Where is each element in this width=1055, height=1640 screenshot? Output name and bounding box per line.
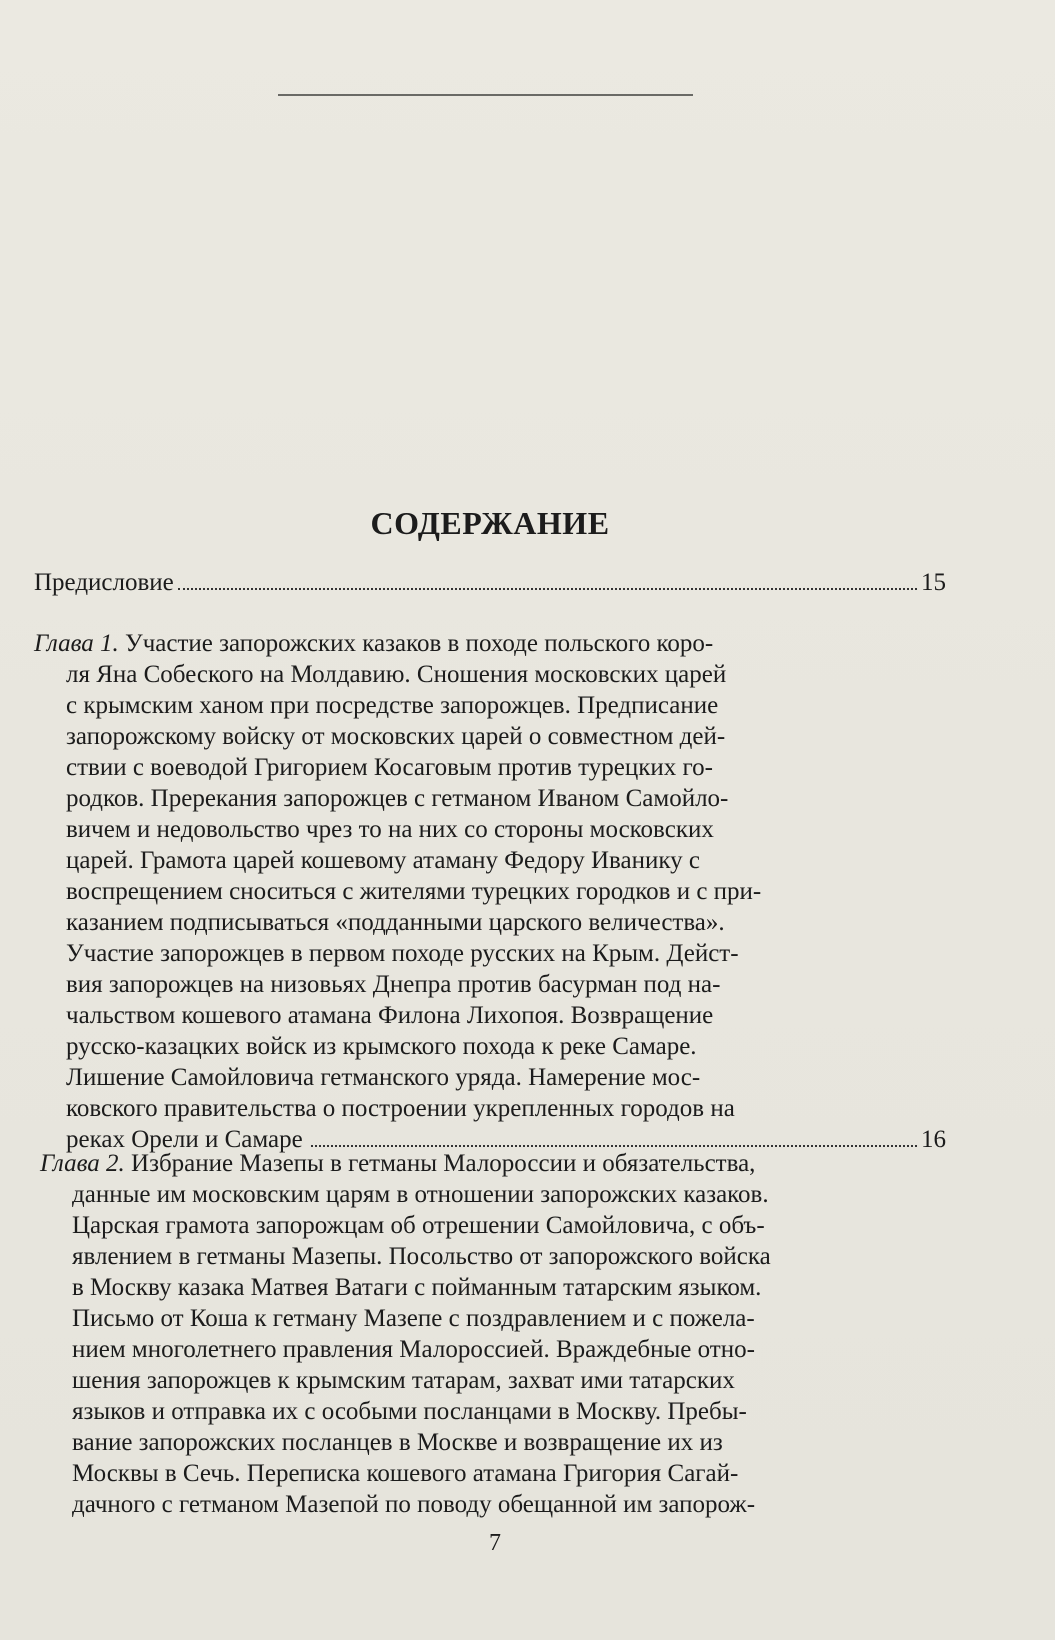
chapter-1-body — [34, 659, 946, 1124]
chapter-2-label: Глава 2. — [40, 1150, 125, 1177]
preface-page: 15 — [921, 569, 946, 596]
chapter-1-line: ля Яна Собеского на Молдавию. Сношения московских царей — [66, 661, 727, 688]
chapter-1-line: запорожскому войску от московских царей о совместном дей- — [66, 723, 726, 750]
chapter-2-line: языков и отправка их с особыми посланцами в Москву. Пребы- — [72, 1398, 747, 1425]
header-rule — [278, 94, 693, 96]
chapter-1-line: русско-казацких войск из крымского похода к реке Самаре. — [66, 1033, 697, 1060]
page-number: 7 — [489, 1530, 501, 1556]
chapter-1-line: ствии с воеводой Григорием Косаговым против турецких го- — [66, 754, 713, 781]
toc-entry-chapter-1 — [34, 628, 946, 1155]
chapter-1-line: воспрещением сноситься с жителями турецких городков и с при- — [66, 878, 762, 905]
chapter-1-label: Глава 1. — [34, 630, 119, 657]
chapter-1-line: Участие запорожцев в первом походе русских на Крым. Дейст- — [66, 940, 739, 967]
chapter-1-line: родков. Пререкания запорожцев с гетманом Иваном Самойло- — [66, 785, 729, 812]
chapter-1-line: вичем и недовольство чрез то на них со стороны московских — [66, 816, 714, 843]
chapter-1-line: с крымским ханом при посредстве запорожцев. Предписание — [66, 692, 719, 719]
chapter-2-line: в Москву казака Матвея Ватаги с пойманным татарским языком. — [72, 1274, 762, 1301]
preface-label: Предисловие — [34, 569, 174, 596]
toc-entry-chapter-2 — [40, 1148, 920, 1520]
chapter-2-line: явлением в гетманы Мазепы. Посольство от запорожского войска — [72, 1243, 771, 1270]
chapter-2-line: данные им московским царям в отношении запорожских казаков. — [72, 1181, 769, 1208]
chapter-2-line: дачного с гетманом Мазепой по поводу обещанной им запорож- — [72, 1491, 756, 1518]
chapter-1-page: 16 — [921, 1126, 946, 1153]
chapter-2-line: вание запорожских посланцев в Москве и возвращение их из — [72, 1429, 723, 1456]
chapter-1-line: царей. Грамота царей кошевому атаману Федору Иванику с — [66, 847, 700, 874]
chapter-1-line: казанием подписываться «подданными царского величества». — [66, 909, 725, 936]
chapter-1-line: чальством кошевого атамана Филона Лихопоя. Возвращение — [66, 1002, 714, 1029]
chapter-2-body — [40, 1179, 920, 1520]
dot-leader — [311, 1145, 917, 1147]
chapter-2-line: шения запорожцев к крымским татарам, захват ими татарских — [72, 1367, 735, 1394]
chapter-2-line: Царская грамота запорожцам об отрешении Самойловича, с объ- — [72, 1212, 765, 1239]
chapter-2-line: нием многолетнего правления Малороссией. Враждебные отно- — [72, 1336, 755, 1363]
chapter-2-line: Москвы в Сечь. Переписка кошевого атамана Григория Сагай- — [72, 1460, 739, 1487]
dot-leader — [178, 588, 917, 590]
chapter-2-first-line — [40, 1148, 920, 1179]
chapter-1-line: Лишение Самойловича гетманского уряда. Намерение мос- — [66, 1064, 701, 1091]
chapter-1-line: ковского правительства о построении укрепленных городов на — [66, 1095, 735, 1122]
toc-entry-preface — [34, 568, 946, 598]
chapter-1-first-line — [34, 628, 946, 659]
chapter-1-first-text: Участие запорожских казаков в походе польского коро- — [125, 630, 714, 657]
chapter-2-first-text: Избрание Мазепы в гетманы Малороссии и обязательства, — [131, 1150, 756, 1177]
chapter-2-line: Письмо от Коша к гетману Мазепе с поздравлением и с пожела- — [72, 1305, 755, 1332]
chapter-1-line: вия запорожцев на низовьях Днепра против басурман под на- — [66, 971, 721, 998]
chapter-1-last-text: реках Орели и Самаре — [66, 1126, 303, 1153]
toc-title: СОДЕРЖАНИЕ — [370, 505, 610, 541]
